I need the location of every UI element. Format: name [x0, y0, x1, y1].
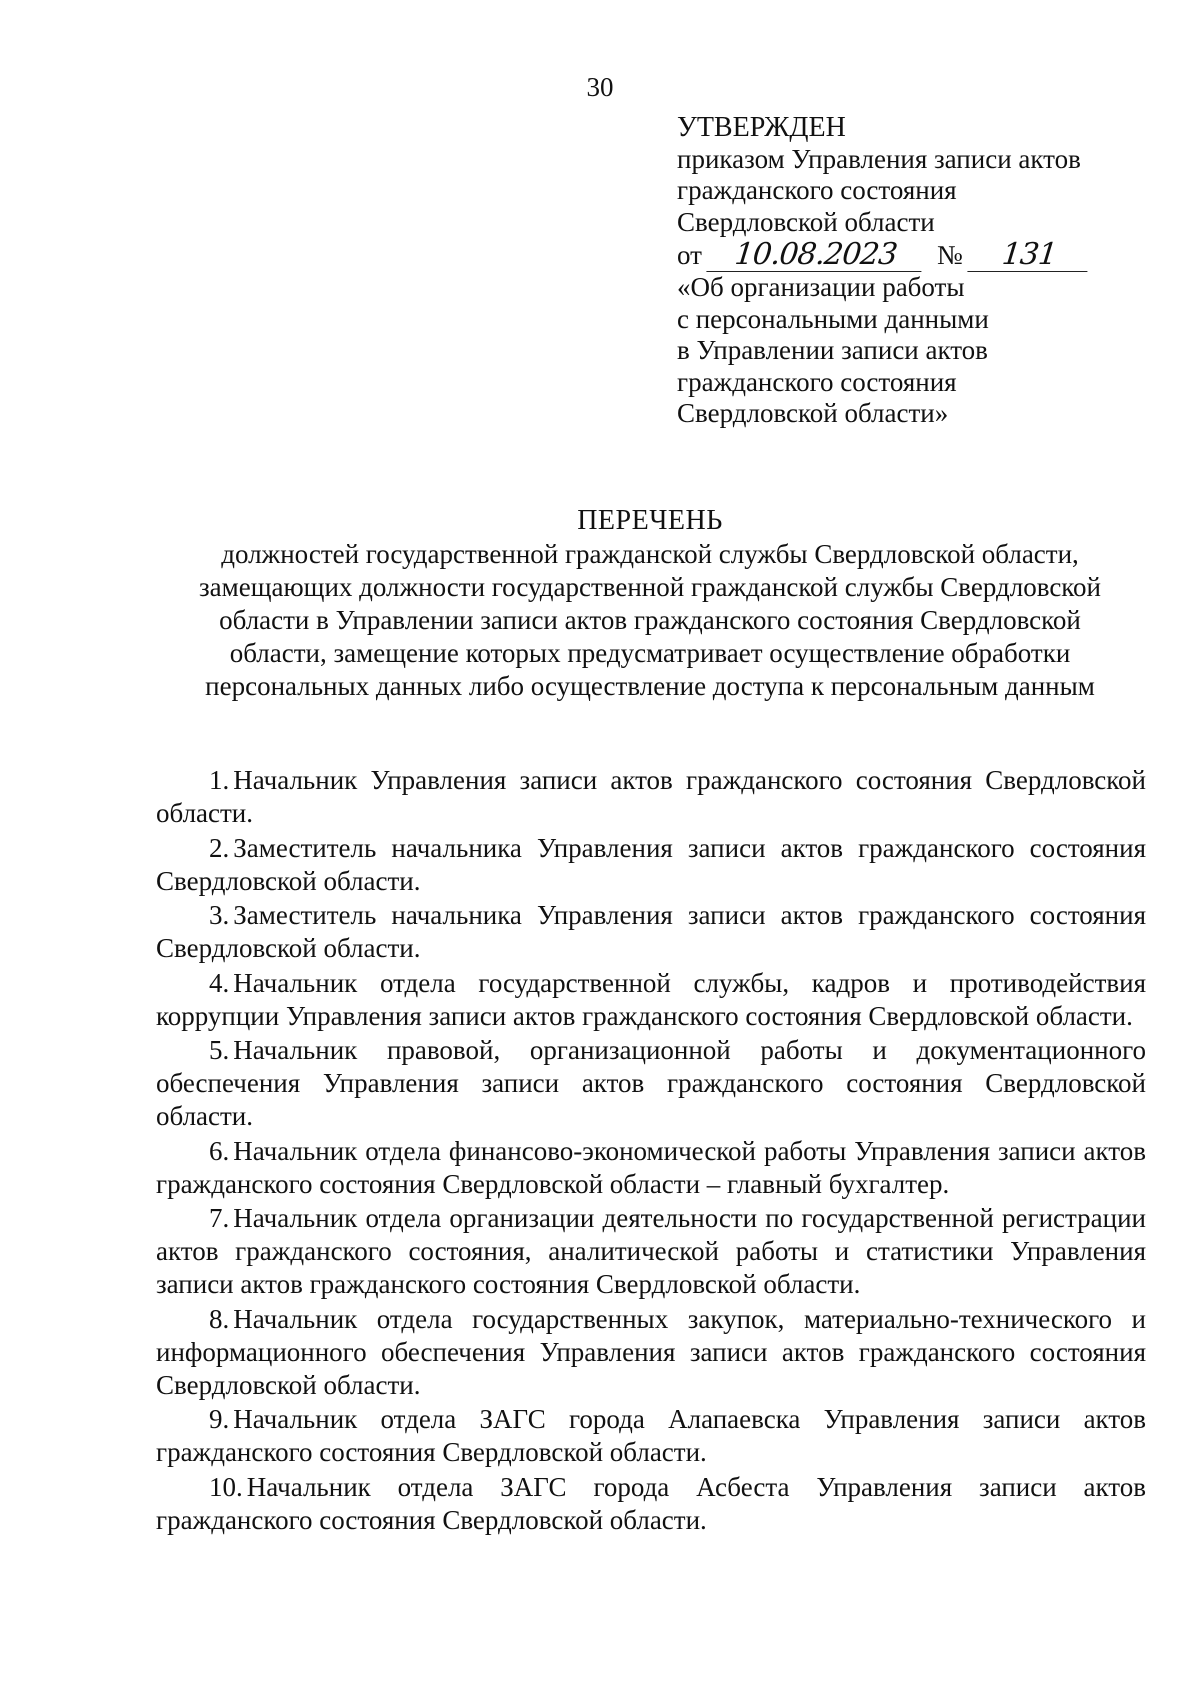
document-title: ПЕРЕЧЕНЬ — [577, 505, 723, 536]
approval-line: гражданского состояния — [677, 175, 957, 205]
list-item-number: 2. — [209, 832, 230, 863]
list-item-number: 10. — [209, 1471, 243, 1502]
handwritten-date: 10.08.2023 — [706, 241, 924, 272]
list-item — [156, 967, 1146, 1033]
approval-line: Свердловской области — [677, 206, 935, 237]
order-title-line: Свердловской области» — [677, 398, 949, 428]
list-item-number: 8. — [209, 1303, 230, 1334]
list-item-text: Начальник отдела ЗАГС города Асбеста Управления записи актов гражданского состояния Свердловской области. — [156, 1471, 1146, 1535]
approval-stamp-block — [677, 112, 1157, 430]
order-title-line: гражданского состояния — [677, 366, 957, 397]
list-item — [156, 764, 1146, 830]
list-item-number: 9. — [209, 1404, 230, 1434]
list-item — [156, 1403, 1146, 1469]
list-item-text: Начальник Управления записи актов гражданского состояния Свердловской области. — [156, 765, 1146, 828]
approval-date-number-line — [677, 237, 1157, 272]
document-subtitle-line: персональных данных либо осуществление доступа к персональным данным — [205, 671, 1095, 701]
list-item-number: 6. — [209, 1135, 230, 1166]
list-item-text: Начальник отдела финансово-экономической работы Управления записи актов гражданского состояния Свердловской области – главный бухгалтер. — [156, 1135, 1146, 1199]
handwritten-number: 131 — [967, 241, 1090, 272]
number-sign: № — [936, 240, 963, 270]
list-item — [156, 899, 1146, 965]
document-subtitle-line: должностей государственной гражданской службы Свердловской области, — [221, 539, 1079, 569]
document-title-block — [150, 504, 1150, 703]
list-item — [156, 1471, 1146, 1537]
document-subtitle-line: области в Управлении записи актов гражданского состояния Свердловской — [219, 605, 1081, 635]
list-item-number: 5. — [209, 1035, 230, 1065]
list-item — [156, 1034, 1146, 1133]
positions-list — [156, 764, 1146, 1538]
order-title-line: «Об организации работы — [677, 272, 965, 302]
approval-heading: УТВЕРЖДЕН — [677, 112, 846, 143]
list-item — [156, 1202, 1146, 1301]
list-item-text: Заместитель начальника Управления записи актов гражданского состояния Свердловской области. — [156, 900, 1146, 963]
list-item-text: Начальник правовой, организационной работы и документационного обеспечения Управления записи актов гражданского состояния Свердловской области. — [156, 1035, 1146, 1131]
list-item — [156, 832, 1146, 898]
page-number: 30 — [586, 72, 614, 102]
list-item-number: 4. — [209, 967, 230, 998]
approval-line: приказом Управления записи актов — [677, 143, 1081, 174]
list-item-number: 1. — [209, 765, 230, 795]
order-title-line: с персональными данными — [677, 303, 989, 334]
list-item-text: Начальник отдела государственных закупок, материально-технического и информационного обеспечения Управления записи актов гражданского состояния Свердловской области. — [156, 1303, 1146, 1400]
list-item-number: 3. — [209, 900, 230, 930]
order-title-line: в Управлении записи актов — [677, 335, 988, 365]
document-subtitle-line: замещающих должности государственной гражданской службы Свердловской — [199, 572, 1101, 602]
list-item-text: Начальник отдела ЗАГС города Алапаевска Управления записи актов гражданского состояния Свердловской области. — [156, 1404, 1146, 1467]
list-item-text: Заместитель начальника Управления записи актов гражданского состояния Свердловской области. — [156, 832, 1146, 896]
list-item-text: Начальник отдела организации деятельности по государственной регистрации актов гражданского состояния, аналитической работы и статистики Управления записи актов гражданского состояния Свердловской области. — [156, 1203, 1146, 1299]
list-item — [156, 1303, 1146, 1402]
list-item-text: Начальник отдела государственной службы, кадров и противодействия коррупции Управления записи актов гражданского состояния Свердловской области. — [156, 967, 1146, 1031]
document-subtitle-line: области, замещение которых предусматривает осуществление обработки — [229, 638, 1071, 668]
list-item — [156, 1135, 1146, 1201]
date-prefix: от — [677, 240, 702, 270]
list-item-number: 7. — [209, 1203, 230, 1233]
